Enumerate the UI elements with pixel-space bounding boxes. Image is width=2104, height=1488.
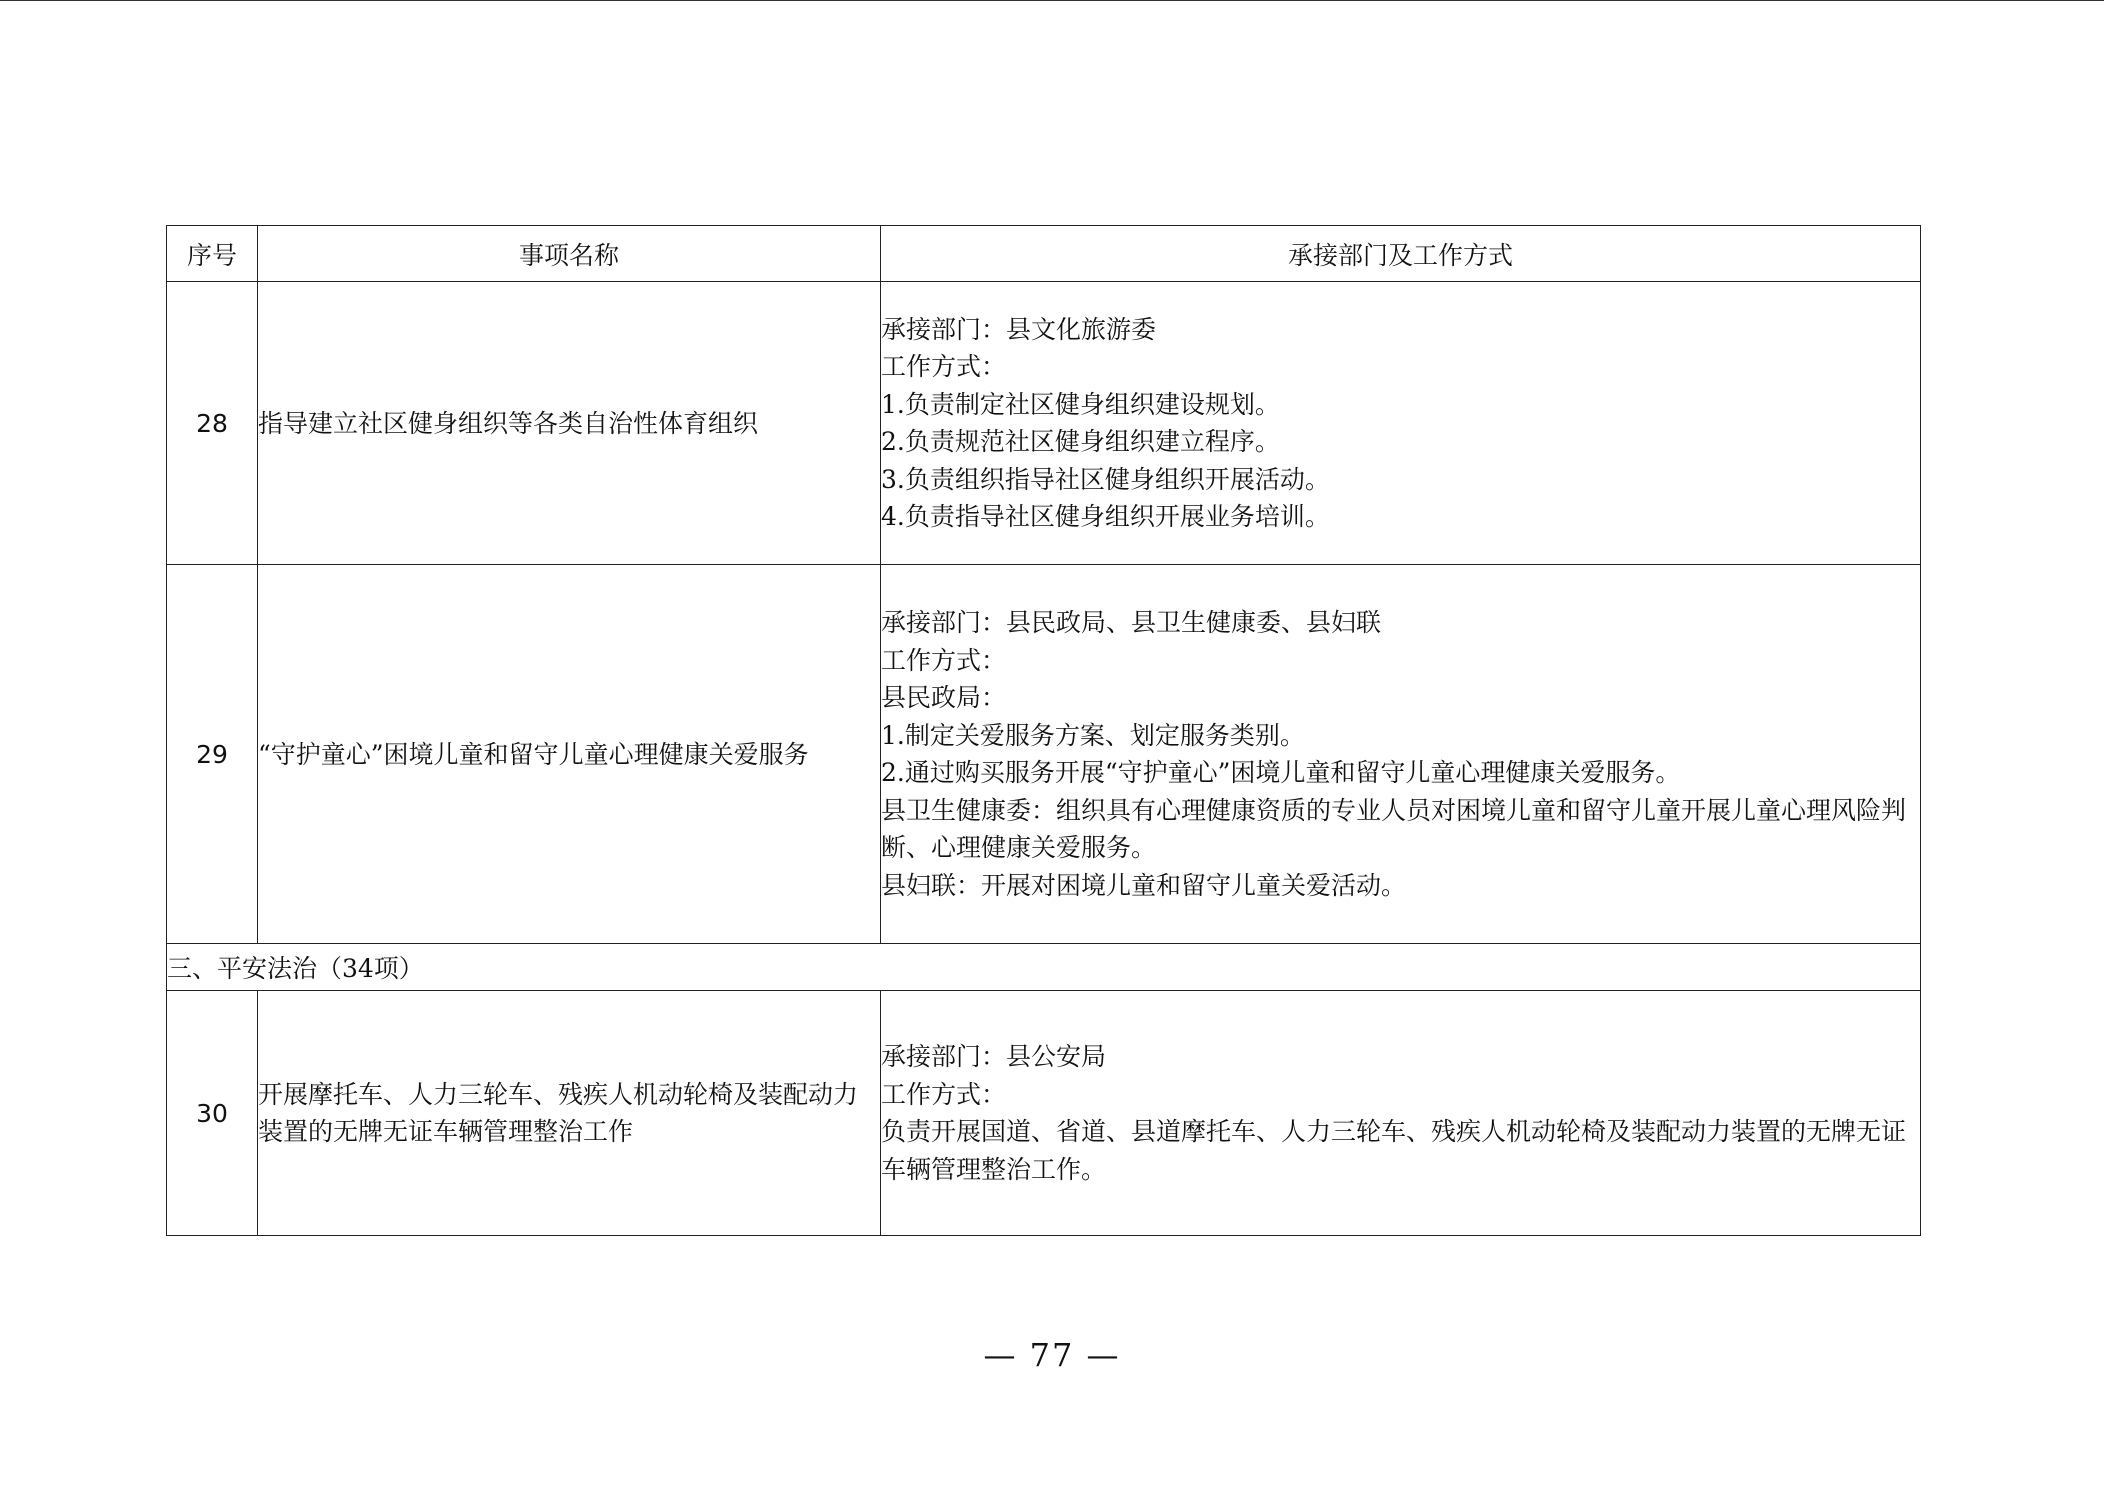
row-number: 28 [167,282,258,565]
detail-line: 2.负责规范社区健身组织建立程序。 [881,427,1280,456]
section-row [167,944,1921,991]
detail-line: 工作方式： [881,352,1007,381]
item-name: “守护童心”困境儿童和留守儿童心理健康关爱服务 [258,565,881,944]
header-detail: 承接部门及工作方式 [881,226,1921,282]
detail-line: 工作方式： [881,1079,1007,1109]
table-row [167,282,1921,565]
detail-line: 县民政局： [881,683,1007,712]
item-detail [881,991,1921,1236]
header-no: 序号 [167,226,258,282]
item-name: 开展摩托车、人力三轮车、残疾人机动轮椅及装配动力装置的无牌无证车辆管理整治工作 [258,991,881,1236]
table-row [167,565,1921,944]
detail-line: 2.通过购买服务开展“守护童心”困境儿童和留守儿童心理健康关爱服务。 [881,758,1681,787]
items-table [166,225,1921,1236]
item-detail [881,282,1921,565]
item-name: 指导建立社区健身组织等各类自治性体育组织 [258,282,881,565]
detail-line: 县妇联：开展对困境儿童和留守儿童关爱活动。 [881,870,1407,900]
row-number: 30 [167,991,258,1236]
detail-line: 1.负责制定社区健身组织建设规划。 [881,389,1280,419]
header-name: 事项名称 [258,226,881,282]
row-number: 29 [167,565,258,944]
detail-line: 承接部门：县公安局 [881,1042,1107,1071]
page-top-border [0,0,2104,1]
detail-line: 负责开展国道、省道、县道摩托车、人力三轮车、残疾人机动轮椅及装配动力装置的无牌无证车辆管理整治工作。 [881,1117,1907,1184]
detail-line: 县卫生健康委：组织具有心理健康资质的专业人员对困境儿童和留守儿童开展儿童心理风险判断、心理健康关爱服务。 [881,795,1907,862]
detail-line: 承接部门：县民政局、县卫生健康委、县妇联 [881,608,1382,637]
detail-line: 承接部门：县文化旅游委 [881,314,1157,344]
item-detail [881,565,1921,944]
section-title: 三、平安法治（34项） [167,944,1921,991]
page-number: — 77 — [983,1336,1121,1374]
detail-line: 工作方式： [881,645,1007,675]
detail-line: 3.负责组织指导社区健身组织开展活动。 [881,464,1330,494]
table-row [167,991,1921,1236]
detail-line: 4.负责指导社区健身组织开展业务培训。 [881,502,1330,531]
table-header-row [167,226,1921,282]
detail-line: 1.制定关爱服务方案、划定服务类别。 [881,720,1305,750]
